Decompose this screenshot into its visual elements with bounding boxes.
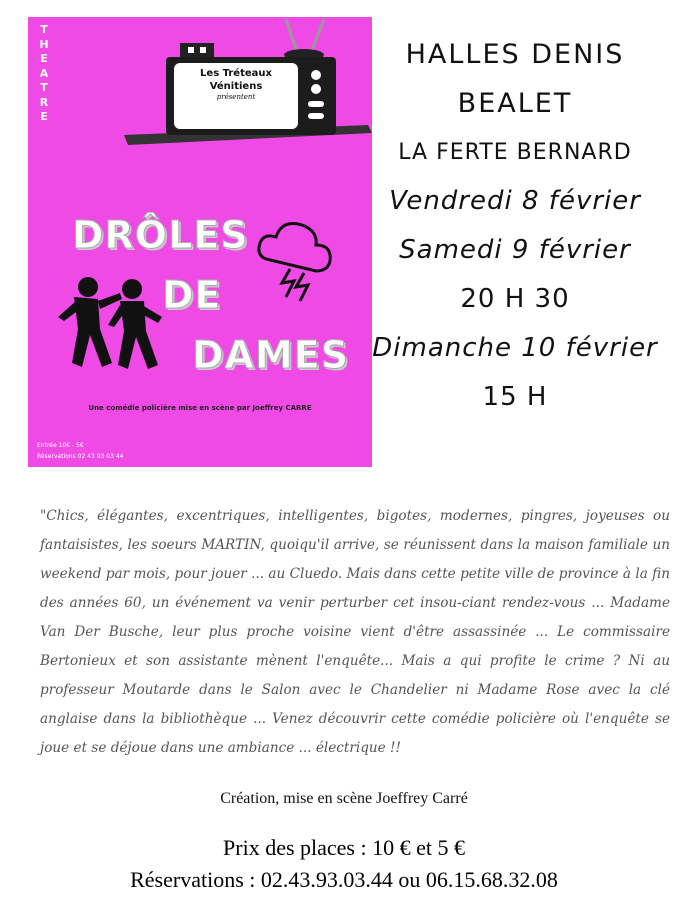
time-evening: 20 H 30	[460, 284, 570, 314]
tv-knob	[311, 70, 321, 80]
cloud-icon	[259, 224, 330, 272]
poster-entry-price: Entrée 10€ - 5€	[37, 442, 84, 449]
poster-small-info	[37, 440, 123, 462]
vertical-letter: E	[40, 52, 48, 65]
title-line-2: DE	[162, 273, 222, 317]
price-block	[0, 832, 688, 896]
tv-knob	[308, 113, 324, 119]
poster-image	[28, 17, 372, 467]
dancers-silhouette	[58, 277, 162, 369]
reservation-phones: Réservations : 02.43.93.03.44 ou 06.15.68.32.08	[130, 867, 558, 892]
troupe-name-line2: Vénitiens	[209, 81, 263, 92]
vertical-letter: R	[39, 95, 49, 109]
date-saturday: Samedi 9 février	[399, 235, 631, 265]
venue-line-1: HALLES DENIS	[405, 39, 625, 70]
presents-text: présentent	[216, 93, 256, 101]
vertical-letter: H	[39, 37, 49, 51]
vertical-letter: E	[40, 110, 48, 123]
troupe-name-line1: Les Tréteaux	[200, 68, 272, 79]
vertical-letter: T	[40, 23, 48, 36]
play-description: "Chics, élégantes, excentriques, intelligentes, bigotes, modernes, pingres, joyeuses ou fantaisistes, les soeurs MARTIN, quoiqu'il arrive, se réunissent dans la maison familiale un weekend par mois, pour jouer ... au Cluedo. Mais dans cette petite ville de province à la fin des années 60, un événement va venir perturber cet insou-ciant rendez-vous ... Madame Van Der Busche, leur plus proche voisine vient d'être assassinée ... Le commissaire Bertonieux et son assistante mènent l'enquête... Mais a qui profite le crime ? Ni au professeur Moutarde dans le Salon avec le Chandelier ni Madame Rose avec la clé anglaise dans la bibliothèque ... Venez découvrir cette comédie policière où l'enquête se joue et se déjoue dans une ambiance ... électrique !!	[40, 508, 670, 756]
tv-caption	[186, 67, 286, 101]
lightning-icon	[296, 273, 308, 301]
tv-top-box	[180, 43, 214, 57]
poster-reservations: Réservations 02 43 93 03 44	[37, 453, 124, 460]
date-friday: Vendredi 8 février	[389, 186, 641, 216]
tv-knob	[308, 101, 324, 107]
title-line-1: DRÔLES	[72, 213, 249, 257]
lightning-icon	[282, 269, 294, 297]
vertical-letter: A	[39, 66, 49, 80]
ticket-prices: Prix des places : 10 € et 5 €	[223, 835, 465, 860]
town: LA FERTE BERNARD	[398, 140, 632, 165]
title-line-3: DAMES	[192, 333, 350, 377]
event-details	[355, 30, 675, 422]
tv-knob	[311, 84, 321, 94]
venue-line-2: BEALET	[457, 88, 573, 119]
date-sunday: Dimanche 10 février	[372, 333, 658, 363]
poster-tagline: Une comédie policière mise en scène par Joeffrey CARRE	[88, 404, 312, 412]
vertical-letter: T	[40, 81, 48, 94]
credit-line: Création, mise en scène Joeffrey Carré	[220, 790, 468, 807]
time-afternoon: 15 H	[482, 382, 548, 412]
